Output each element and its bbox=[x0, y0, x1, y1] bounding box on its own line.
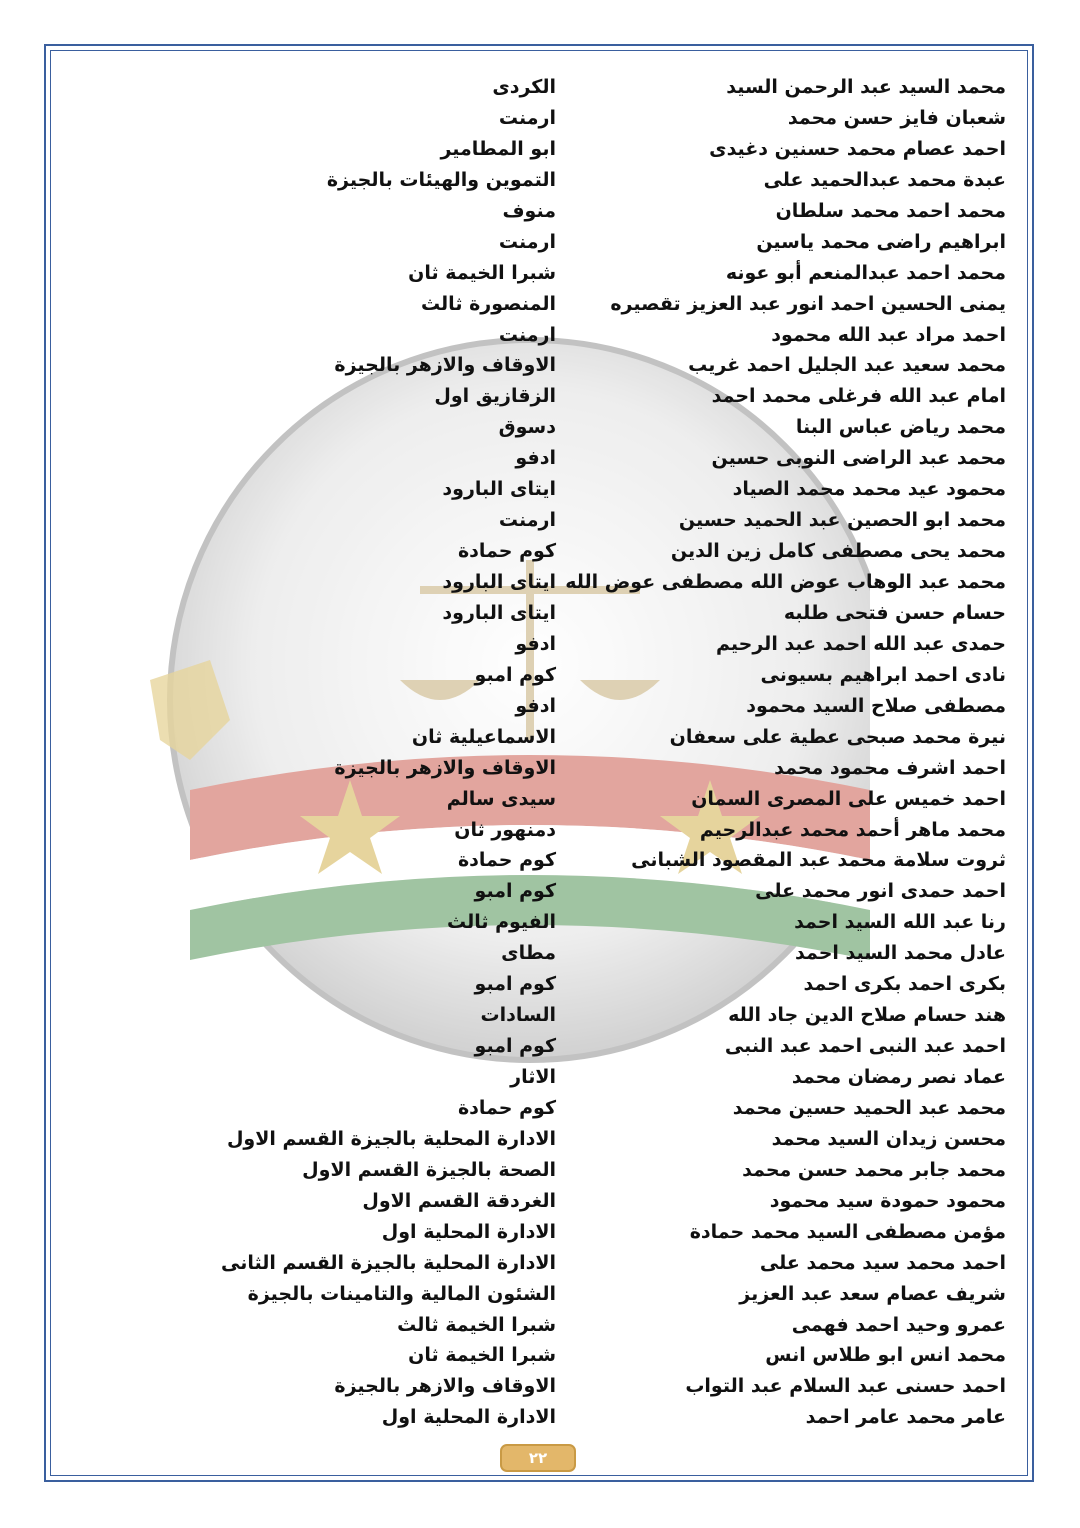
employee-location: ايتاى البارود bbox=[442, 478, 556, 501]
employee-name: عماد نصر رمضان محمد bbox=[791, 1066, 1006, 1088]
employee-name: محمد احمد عبدالمنعم أبو عونه bbox=[725, 261, 1006, 284]
roster-row bbox=[60, 1279, 1020, 1310]
employee-location: الادارة المحلية بالجيزة القسم الثانى bbox=[221, 1251, 556, 1274]
employee-name: عمرو وحيد احمد فهمى bbox=[791, 1313, 1006, 1336]
employee-name: مؤمن مصطفى السيد محمد حمادة bbox=[689, 1220, 1006, 1243]
employee-location: ارمنت bbox=[498, 323, 556, 346]
employee-location: شبرا الخيمة ثان bbox=[408, 1344, 556, 1367]
roster-row bbox=[60, 845, 1020, 876]
employee-location: شبرا الخيمة ثالث bbox=[397, 1313, 556, 1336]
roster-row bbox=[60, 536, 1020, 567]
employee-location: المنصورة ثالث bbox=[420, 292, 556, 315]
roster-row bbox=[60, 320, 1020, 351]
employee-name: ابراهيم راضى محمد ياسين bbox=[756, 230, 1006, 253]
roster-row bbox=[60, 567, 1020, 598]
roster-row bbox=[60, 134, 1020, 165]
roster-row bbox=[60, 722, 1020, 753]
roster-row bbox=[60, 1340, 1020, 1371]
roster-row bbox=[60, 1310, 1020, 1341]
employee-name: احمد مراد عبد الله محمود bbox=[771, 323, 1006, 346]
employee-location: ادفو bbox=[515, 447, 556, 470]
employee-location: التموين والهيئات بالجيزة bbox=[326, 168, 556, 191]
employee-name: عبدة محمد عبدالحميد على bbox=[763, 168, 1006, 191]
employee-name: احمد عبد النبى احمد عبد النبى bbox=[724, 1035, 1006, 1058]
roster-row bbox=[60, 443, 1020, 474]
employee-location: الفيوم ثالث bbox=[446, 911, 556, 934]
employee-name: محمد عبد الراضى النوبى حسين bbox=[711, 447, 1006, 470]
employee-name: احمد محمد سيد محمد على bbox=[759, 1251, 1006, 1274]
employee-location: ادفو bbox=[515, 632, 556, 655]
roster-row bbox=[60, 660, 1020, 691]
employee-name: نيرة محمد صبحى عطية على سعفان bbox=[669, 725, 1006, 748]
employee-location: كوم حمادة bbox=[457, 1096, 556, 1119]
employee-location: الاوقاف والازهر بالجيزة bbox=[334, 1375, 556, 1398]
employee-location: الاثار bbox=[510, 1066, 556, 1088]
roster-row bbox=[60, 258, 1020, 289]
employee-name: هند حسام صلاح الدين جاد الله bbox=[728, 1004, 1006, 1027]
employee-name: محمد السيد عبد الرحمن السيد bbox=[726, 76, 1006, 98]
employee-location: ادفو bbox=[515, 694, 556, 717]
employee-name: محمود حمودة سيد محمود bbox=[769, 1189, 1006, 1212]
employee-name: شريف عصام سعد عبد العزيز bbox=[739, 1282, 1006, 1305]
employee-name: امام عبد الله فرغلى محمد احمد bbox=[711, 385, 1006, 408]
employee-name: عامر محمد عامر احمد bbox=[805, 1406, 1006, 1429]
roster-row bbox=[60, 1000, 1020, 1031]
roster-row bbox=[60, 103, 1020, 134]
roster-row bbox=[60, 753, 1020, 784]
employee-name: مصطفى صلاح السيد محمود bbox=[746, 694, 1006, 717]
employee-location: كوم امبو bbox=[474, 1035, 556, 1058]
roster-row bbox=[60, 629, 1020, 660]
roster-row bbox=[60, 969, 1020, 1000]
employee-location: كوم امبو bbox=[474, 880, 556, 903]
employee-location: ارمنت bbox=[498, 509, 556, 532]
employee-name: احمد عصام محمد حسنين دغيدى bbox=[709, 137, 1006, 160]
employee-name: محمد انس ابو طلاس انس bbox=[765, 1344, 1006, 1367]
employee-location: كوم امبو bbox=[474, 973, 556, 996]
roster-row bbox=[60, 1217, 1020, 1248]
employee-location: مطاى bbox=[501, 942, 556, 965]
employee-name: احمد حمدى انور محمد على bbox=[755, 880, 1006, 903]
roster-row bbox=[60, 1062, 1020, 1093]
employee-roster bbox=[60, 72, 1020, 1433]
employee-location: الكردى bbox=[492, 76, 556, 98]
employee-name: محمد احمد محمد سلطان bbox=[775, 199, 1006, 222]
roster-row bbox=[60, 1371, 1020, 1402]
employee-name: محمود عيد محمد محمد الصياد bbox=[732, 478, 1006, 501]
employee-name: احمد حسنى عبد السلام عبد التواب bbox=[685, 1375, 1006, 1398]
roster-row bbox=[60, 938, 1020, 969]
page-number: ٢٢ bbox=[500, 1444, 576, 1472]
employee-name: محمد جابر محمد حسن محمد bbox=[742, 1158, 1006, 1181]
roster-row bbox=[60, 474, 1020, 505]
roster-row bbox=[60, 598, 1020, 629]
employee-location: ايتاى البارود bbox=[442, 601, 556, 624]
roster-row bbox=[60, 1124, 1020, 1155]
roster-row bbox=[60, 815, 1020, 846]
employee-location: ارمنت bbox=[498, 106, 556, 129]
employee-name: حمدى عبد الله احمد عبد الرحيم bbox=[716, 632, 1006, 655]
employee-name: محمد عبد الحميد حسين محمد bbox=[732, 1096, 1006, 1119]
roster-row bbox=[60, 196, 1020, 227]
employee-name: يمنى الحسين احمد انور عبد العزيز تقصيره bbox=[610, 292, 1006, 315]
employee-location: دسوق bbox=[498, 416, 556, 439]
employee-location: الشئون المالية والتامينات بالجيزة bbox=[247, 1282, 556, 1305]
roster-row bbox=[60, 72, 1020, 103]
employee-location: منوف bbox=[502, 199, 556, 222]
employee-location: الصحة بالجيزة القسم الاول bbox=[302, 1158, 556, 1181]
employee-name: ثروت سلامة محمد عبد المقصود الشبانى bbox=[631, 849, 1006, 872]
roster-row bbox=[60, 505, 1020, 536]
employee-location: الزقازيق اول bbox=[434, 385, 556, 408]
employee-location: شبرا الخيمة ثان bbox=[408, 261, 556, 284]
employee-location: السادات bbox=[480, 1004, 556, 1027]
roster-row bbox=[60, 1186, 1020, 1217]
employee-name: نادى احمد ابراهيم بسيونى bbox=[760, 663, 1006, 686]
roster-row bbox=[60, 691, 1020, 722]
employee-name: محمد عبد الوهاب عوض الله مصطفى عوض الله bbox=[565, 571, 1006, 593]
employee-name: محمد سعيد عبد الجليل احمد غريب bbox=[688, 354, 1006, 377]
roster-row bbox=[60, 1402, 1020, 1433]
employee-name: حسام حسن فتحى طلبه bbox=[783, 601, 1006, 624]
employee-name: احمد خميس على المصرى السمان bbox=[691, 787, 1006, 810]
employee-location: الادارة المحلية بالجيزة القسم الاول bbox=[226, 1127, 556, 1150]
employee-location: الادارة المحلية اول bbox=[381, 1406, 556, 1429]
employee-location: كوم حمادة bbox=[457, 540, 556, 563]
employee-location: كوم حمادة bbox=[457, 849, 556, 872]
employee-location: ارمنت bbox=[498, 230, 556, 253]
employee-location: ايتاى البارود bbox=[442, 571, 556, 593]
roster-row bbox=[60, 381, 1020, 412]
roster-row bbox=[60, 165, 1020, 196]
employee-name: محمد ماهر أحمد محمد عبدالرحيم bbox=[699, 818, 1006, 841]
roster-row bbox=[60, 412, 1020, 443]
roster-row bbox=[60, 1248, 1020, 1279]
roster-row bbox=[60, 1155, 1020, 1186]
employee-name: رنا عبد الله السيد احمد bbox=[794, 911, 1006, 934]
employee-location: الاوقاف والازهر بالجيزة bbox=[334, 354, 556, 377]
employee-location: الاسماعيلية ثان bbox=[411, 725, 556, 748]
employee-name: محسن زيدان السيد محمد bbox=[771, 1127, 1006, 1150]
employee-name: عادل محمد السيد احمد bbox=[795, 942, 1006, 965]
roster-row bbox=[60, 907, 1020, 938]
roster-row bbox=[60, 227, 1020, 258]
employee-location: كوم امبو bbox=[474, 663, 556, 686]
employee-location: الغردقة القسم الاول bbox=[362, 1189, 556, 1212]
roster-row bbox=[60, 876, 1020, 907]
employee-location: ابو المطامير bbox=[440, 137, 556, 160]
employee-location: دمنهور ثان bbox=[454, 818, 556, 841]
employee-location: الادارة المحلية اول bbox=[381, 1220, 556, 1243]
employee-name: شعبان فايز حسن محمد bbox=[787, 106, 1006, 129]
employee-location: سيدى سالم bbox=[446, 787, 556, 810]
employee-name: محمد ابو الحصين عبد الحميد حسين bbox=[678, 509, 1006, 532]
employee-name: احمد اشرف محمود محمد bbox=[774, 756, 1006, 779]
employee-location: الاوقاف والازهر بالجيزة bbox=[334, 756, 556, 779]
roster-row bbox=[60, 784, 1020, 815]
roster-row bbox=[60, 1093, 1020, 1124]
roster-row bbox=[60, 350, 1020, 381]
employee-name: بكرى احمد بكرى احمد bbox=[803, 973, 1006, 996]
employee-name: محمد رياض عباس البنا bbox=[795, 416, 1006, 439]
employee-name: محمد يحى مصطفى كامل زين الدين bbox=[670, 540, 1006, 563]
roster-row bbox=[60, 289, 1020, 320]
roster-row bbox=[60, 1031, 1020, 1062]
